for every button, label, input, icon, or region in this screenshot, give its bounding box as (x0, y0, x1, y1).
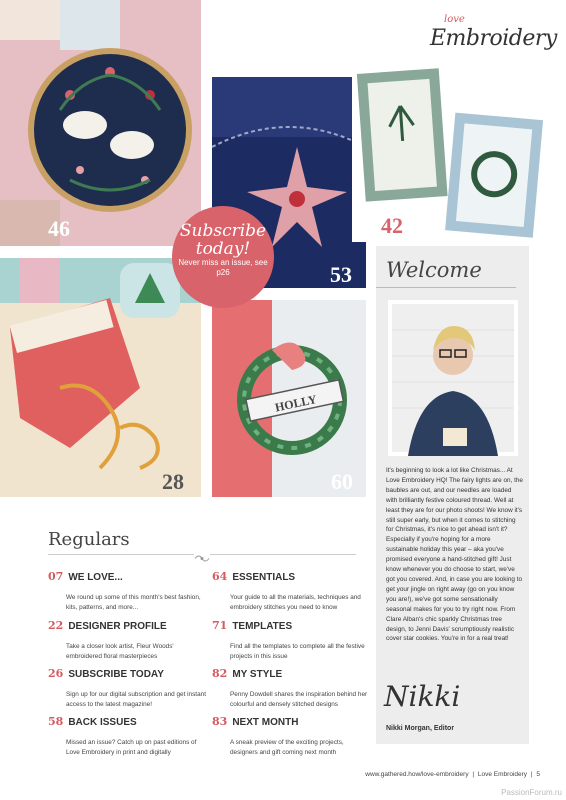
page-number-28: 28 (162, 469, 184, 494)
footer-url[interactable]: www.gathered.how/love-embroidery (365, 771, 469, 778)
regular-item-essentials[interactable] (212, 567, 362, 612)
regulars-title: Regulars (48, 529, 130, 550)
item-title: BACK ISSUES (68, 717, 137, 728)
regular-item-we-love[interactable] (48, 567, 201, 612)
item-title: TEMPLATES (232, 621, 293, 632)
page-number-60: 60 (331, 469, 353, 494)
photo-doves-hoop (0, 0, 201, 246)
subscribe-subtitle: Never miss an issue, see p26 (178, 258, 268, 277)
item-title: SUBSCRIBE TODAY (68, 669, 164, 680)
item-title: ESSENTIALS (232, 572, 296, 583)
regular-item-designer-profile[interactable] (48, 616, 198, 661)
item-description: Find all the templates to complete all the festive projects in this issue (230, 643, 365, 660)
item-title: DESIGNER PROFILE (68, 621, 167, 632)
item-description: We round up some of this month's best fashion, kits, patterns, and more... (66, 594, 201, 611)
item-title: WE LOVE... (68, 572, 123, 583)
item-number: 71 (212, 619, 228, 632)
footer-magazine: Love Embroidery (477, 771, 528, 778)
svg-text:HOLLY: HOLLY (273, 392, 319, 415)
item-title: MY STYLE (232, 669, 283, 680)
item-number: 82 (212, 667, 228, 680)
regular-item-back-issues[interactable] (48, 712, 198, 757)
page-number-42: 42 (381, 213, 403, 238)
subscribe-title: Subscribe today! (179, 221, 267, 259)
item-number: 83 (212, 715, 228, 728)
holly-wreath-illustration (212, 300, 366, 497)
doves-hoop-illustration (0, 0, 201, 246)
editor-photo (388, 300, 518, 456)
editor-name: Nikki Morgan, Editor (386, 725, 455, 732)
subscribe-badge[interactable] (172, 206, 274, 308)
footer-page-number: 5 (536, 771, 540, 778)
magazine-logo (430, 14, 557, 54)
item-description: Sign up for our digital subscription and get instant access to the latest magazine! (66, 691, 206, 708)
logo-love: love (444, 14, 465, 25)
page-number-46: 46 (48, 216, 70, 241)
footer-separator: | (530, 771, 533, 778)
item-description: Penny Dowdell shares the inspiration behind her colourful and densely stitched designs (230, 691, 368, 708)
regular-item-my-style[interactable] (212, 664, 368, 709)
photo-holly-wreath (212, 300, 366, 497)
editor-signature: Nikki (384, 680, 461, 713)
welcome-title: Welcome (386, 258, 482, 282)
item-number: 07 (48, 570, 64, 583)
regulars-knot-icon (194, 550, 210, 559)
joy-stocking-illustration (0, 258, 201, 497)
item-description: Missed an issue? Catch up on past editions of Love Embroidery in print and digitally (66, 739, 197, 756)
item-number: 26 (48, 667, 64, 680)
photo-joy-stocking (0, 258, 201, 497)
footer-separator: | (472, 771, 475, 778)
item-number: 64 (212, 570, 228, 583)
welcome-text: It's beginning to look a lot like Christmas... At Love Embroidery HQ! The fairy lights are on, the baubles are out, and our needles are loaded with brilliantly festive coloured thread. Well at least they are for our photo shoots! We know it's still super early, but when it comes to stitching for Christmas, it's nice to get ahead isn't it? Especially if you're hoping for a more sustainable holiday this year – aka you've promised everyone a hand-stitched gift! Just know whenever you do choose to start, we've got you covered. And, in case you are looking to get your jingle on right away (go on you know you are!), we've got some sensationally seasonal makes for you to try right now. From Clare Alban's chic sparkly Christmas tree design, to Jenni Davis' scrumptiously realistic cover star cookies. You're in for a real treat! (386, 467, 523, 643)
welcome-divider (376, 287, 516, 288)
regular-item-subscribe-today[interactable] (48, 664, 206, 709)
item-description: Your guide to all the materials, techniques and embroidery stitches you need to know (230, 594, 361, 611)
page-footer (363, 771, 540, 778)
item-number: 22 (48, 619, 64, 632)
item-number: 58 (48, 715, 64, 728)
editor-portrait-illustration (388, 300, 518, 456)
page-number-53: 53 (330, 262, 352, 287)
item-description: A sneak preview of the exciting projects, designers and gift coming next month (230, 739, 344, 756)
item-title: NEXT MONTH (232, 717, 299, 728)
regular-item-next-month[interactable] (212, 712, 362, 757)
watermark: PassionForum.ru (501, 788, 562, 797)
regular-item-templates[interactable] (212, 616, 365, 661)
item-description: Take a closer look artist, Fleur Woods' embroidered floral masterpieces (66, 643, 174, 660)
logo-embroidery: Embroidery (430, 26, 557, 51)
